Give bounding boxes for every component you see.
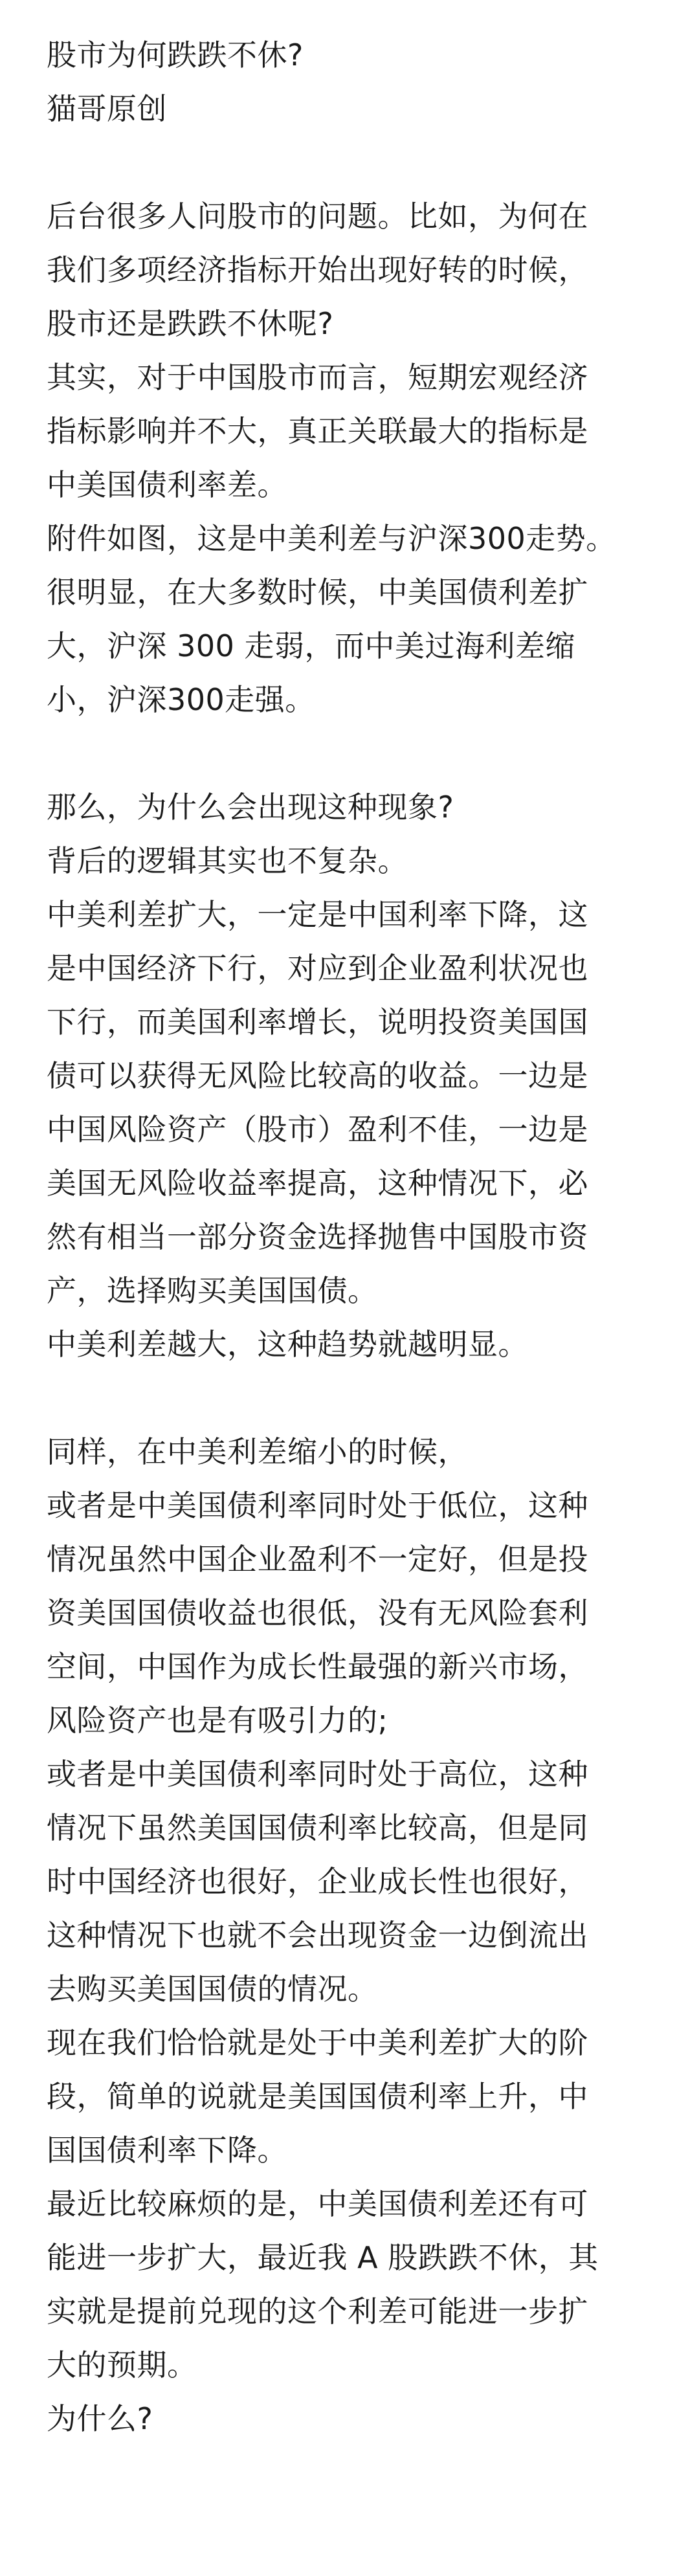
text-line: 中美国债利率差。: [47, 467, 287, 502]
text-line: 最近比较麻烦的是，中美国债利差还有可: [47, 2186, 588, 2221]
text-line: 大，沪深 300 走弱，而中美过海利差缩: [47, 628, 576, 663]
paragraph-spacer: [47, 1371, 668, 1425]
text-line: 风险资产也是有吸引力的;: [47, 1703, 388, 1738]
text-line: 时中国经济也很好，企业成长性也很好，: [47, 1864, 588, 1899]
text-line: 很明显，在大多数时候，中美国债利差扩: [47, 575, 588, 610]
text-line: 产，选择购买美国国债。: [47, 1273, 378, 1308]
text-line: 下行，而美国利率增长，说明投资美国国: [47, 1005, 588, 1039]
text-line: 其实，对于中国股市而言，短期宏观经济: [47, 360, 588, 395]
text-line: 我们多项经济指标开始出现好转的时候，: [47, 252, 588, 287]
text-line: 背后的逻辑其实也不复杂。: [47, 843, 408, 878]
text-line: 股市还是跌跌不休呢?: [47, 306, 334, 341]
text-line: 那么，为什么会出现这种现象?: [47, 790, 454, 825]
paragraph: [47, 190, 668, 727]
text-line: 中美利差扩大，一定是中国利率下降，这: [47, 897, 588, 932]
text-line: 指标影响并不大，真正关联最大的指标是: [47, 414, 588, 449]
text-line: 是中国经济下行，对应到企业盈利状况也: [47, 951, 588, 986]
article-title: 股市为何跌跌不休?: [47, 38, 304, 72]
paragraph: [47, 1425, 668, 2446]
paragraph-spacer: [47, 136, 668, 190]
text-line: 情况下虽然美国国债利率比较高，但是同: [47, 1810, 588, 1845]
text-line: 小，沪深300走强。: [47, 682, 315, 717]
text-line: 同样，在中美利差缩小的时候，: [47, 1434, 468, 1469]
text-line: 能进一步扩大，最近我 A 股跌跌不休，其: [47, 2240, 599, 2275]
article-body: [47, 28, 668, 2446]
text-line: 后台很多人问股市的问题。比如，为何在: [47, 199, 588, 234]
text-line: 实就是提前兑现的这个利差可能进一步扩: [47, 2294, 588, 2329]
text-line: 为什么?: [47, 2401, 153, 2436]
text-line: 国国债利率下降。: [47, 2133, 287, 2168]
text-line: 美国无风险收益率提高，这种情况下，必: [47, 1166, 588, 1201]
text-line: 中国风险资产（股市）盈利不佳，一边是: [47, 1112, 588, 1147]
text-line: 空间，中国作为成长性最强的新兴市场，: [47, 1649, 588, 1684]
paragraph-spacer: [47, 727, 668, 781]
text-line: 大的预期。: [47, 2348, 197, 2382]
text-line: 现在我们恰恰就是处于中美利差扩大的阶: [47, 2025, 588, 2060]
text-line: 资美国国债收益也很低，没有无风险套利: [47, 1595, 588, 1630]
text-line: 附件如图，这是中美利差与沪深300走势。: [47, 521, 616, 556]
text-line: 这种情况下也就不会出现资金一边倒流出: [47, 1918, 588, 1953]
text-line: 或者是中美国债利率同时处于高位，这种: [47, 1757, 588, 1792]
paragraph: [47, 781, 668, 1371]
text-line: 中美利差越大，这种趋势就越明显。: [47, 1327, 528, 1362]
text-line: 或者是中美国债利率同时处于低位，这种: [47, 1488, 588, 1523]
text-line: 然有相当一部分资金选择抛售中国股市资: [47, 1219, 588, 1254]
article-author: 猫哥原创: [47, 91, 167, 126]
text-line: 去购买美国国债的情况。: [47, 1971, 378, 2006]
text-line: 债可以获得无风险比较高的收益。一边是: [47, 1058, 588, 1093]
text-line: 段，简单的说就是美国国债利率上升，中: [47, 2079, 588, 2114]
text-line: 情况虽然中国企业盈利不一定好，但是投: [47, 1542, 588, 1577]
